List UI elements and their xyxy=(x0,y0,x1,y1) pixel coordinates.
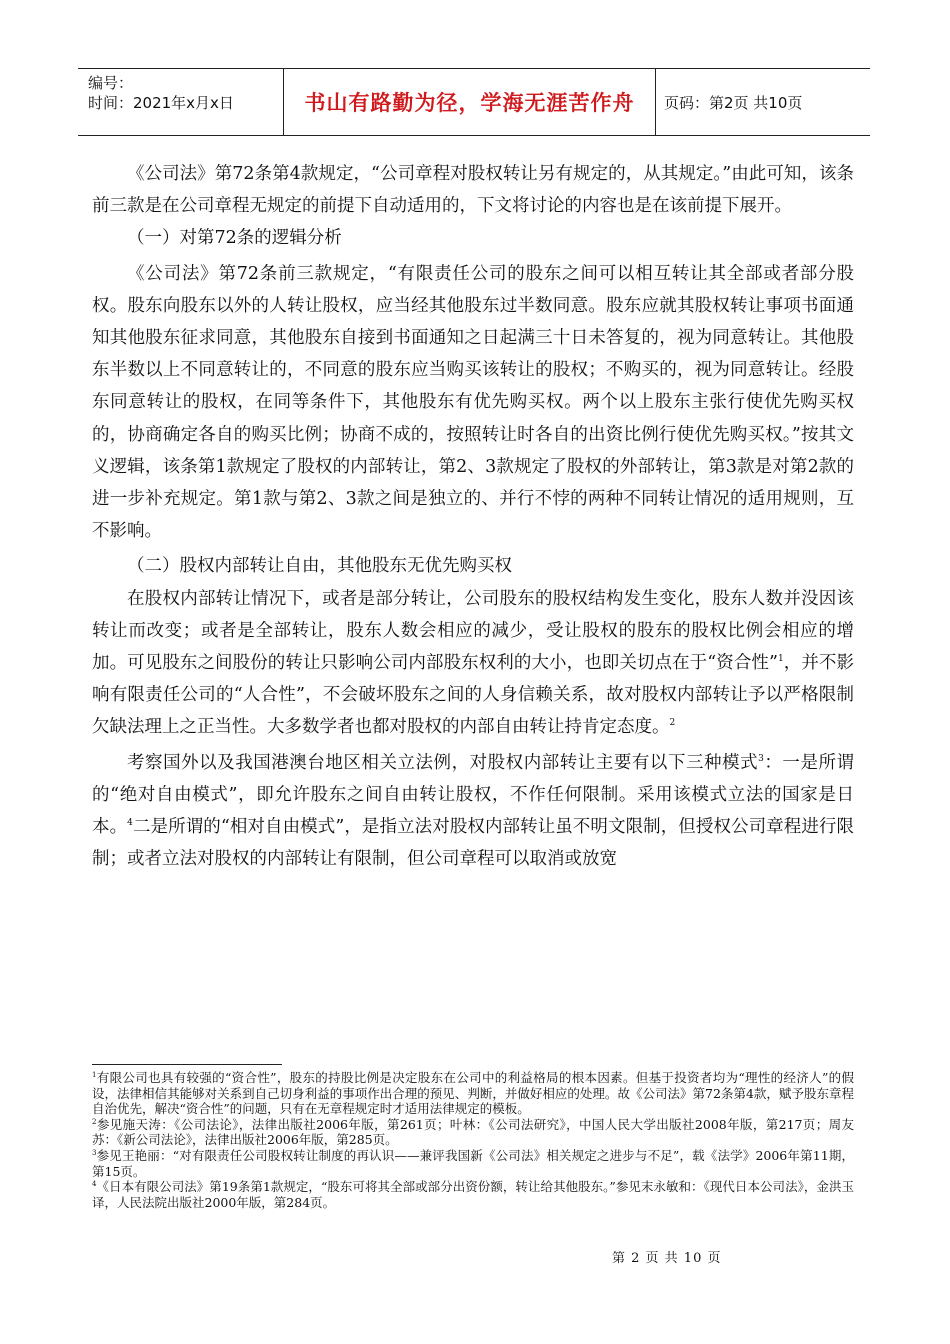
footnote-item xyxy=(92,1070,854,1117)
footnotes xyxy=(92,1070,854,1210)
paragraph-comparative-law xyxy=(92,747,854,876)
footnote-number: 4 xyxy=(92,1180,97,1188)
footnote-text: 有限公司也具有较强的“资合性”，股东的持股比例是决定股东在公司中的利益格局的根本因素。但基于投资者均为“理性的经济人”的假设，法律相信其能够对关系到自己切身利益的事项作出合理的预见、判断，并做好相应的处理。故《公司法》第72条第4款，赋予股东章程自治优先，解决“资合性”的问题，只有在无章程规定时才适用法律规定的模板。 xyxy=(92,1070,854,1117)
footnote-number: 3 xyxy=(92,1148,97,1157)
paragraph-internal-transfer xyxy=(92,583,854,744)
footnote-ref-3[interactable]: 3 xyxy=(758,753,764,764)
page-number: 第 2 页 共 10 页 xyxy=(612,1251,722,1266)
footnote-divider xyxy=(92,1064,282,1065)
section-heading-1: （一）对第72条的逻辑分析 xyxy=(127,228,342,249)
text-run: ，并不影响有限责任公司的“人合性”，不会破坏股东之间的人身信赖关系，故对股权内部转让予以严格限制欠缺法理上之正当性。大多数学者也都对股权的内部自由转让持肯定态度。 xyxy=(92,653,855,738)
section-heading-2: （二）股权内部转让自由，其他股东无优先购买权 xyxy=(127,556,512,577)
footnote-ref-2[interactable]: 2 xyxy=(669,718,676,729)
footnote-item xyxy=(92,1117,854,1148)
footnote-ref-4[interactable]: 4 xyxy=(127,818,133,829)
text-run: 在股权内部转让情况下，或者是部分转让，公司股东的股权结构发生变化，股东人数并没因该转让而改变；或者是全部转让，股东人数会相应的减少，受让股权的股东的股权比例会相应的增加。可见股东之间股份的转让只影响公司内部股东权利的大小，也即关切点在于“资合性” xyxy=(92,588,854,674)
footnote-number: 1 xyxy=(92,1070,97,1079)
time-label: 时间：2021年x月x日 xyxy=(88,94,234,112)
footnote-text: 参见施天涛：《公司法论》，法律出版社2006年版，第261页；叶林：《公司法研究》，中国人民大学出版社2008年版，第217页；周友苏：《新公司法论》，法律出版社2006年版，第285页。 xyxy=(92,1116,854,1148)
number-label: 编号： xyxy=(88,74,134,92)
text-run: 考察国外以及我国港澳台地区相关立法例，对股权内部转让主要有以下三种模式 xyxy=(127,752,759,773)
footnote-number: 2 xyxy=(92,1117,97,1126)
paragraph-article-72: 《公司法》第72条前三款规定，“有限责任公司的股东之间可以相互转让其全部或者部分股权。股东向股东以外的人转让股权，应当经其他股东过半数同意。股东应就其股权转让事项书面通知其他股东征求同意，其他股东自接到书面通知之日起满三十日未答复的，视为同意转让。其他股东半数以上不同意转让的，不同意的股东应当购买该转让的股权；不购买的，视为同意转让。经股东同意转让的股权，在同等条件下，其他股东有优先购买权。两个以上股东主张行使优先购买权的，协商确定各自的购买比例；协商不成的，按照转让时各自的出资比例行使优先购买权。”按其文义逻辑，该条第1款规定了股权的内部转让，第2、3款规定了股权的外部转让，第3款是对第2款的进一步补充规定。第1款与第2、3款之间是独立的、并行不悖的两种不同转让情况的适用规则，互不影响。 xyxy=(92,263,854,542)
paragraph-intro: 《公司法》第72条第4款规定，“公司章程对股权转让另有规定的，从其规定。”由此可知，该条前三款是在公司章程无规定的前提下自动适用的，下文将讨论的内容也是在该前提下展开。 xyxy=(92,164,854,217)
footnote-item xyxy=(92,1148,854,1179)
header-motto: 书山有路勤为径，学海无涯苦作舟 xyxy=(284,69,656,135)
document-body xyxy=(92,158,854,875)
header-page-label: 页码：第2页 共10页 xyxy=(664,93,803,112)
text-run: ：一是所谓的“绝对自由模式”，即允许股东之间自由转让股权，不作任何限制。采用该模式立法的国家是日本。 xyxy=(92,752,855,838)
footnote-ref-1[interactable]: 1 xyxy=(777,654,784,665)
footnote-item xyxy=(92,1179,854,1210)
page-header xyxy=(78,68,870,136)
footnote-text: 《日本有限公司法》第19条第1款规定，“股东可将其全部或部分出资份额，转让给其他股东。”参见末永敏和：《现代日本公司法》，金洪玉译，人民法院出版社2000年版，第284页。 xyxy=(92,1179,854,1210)
footnote-text: 参见王艳丽：“对有限责任公司股权转让制度的再认识——兼评我国新《公司法》相关规定之进步与不足”，载《法学》2006年第11期，第15页。 xyxy=(92,1147,854,1179)
header-meta xyxy=(78,69,284,135)
text-run: 二是所谓的“相对自由模式”，是指立法对股权内部转让虽不明文限制，但授权公司章程进行限制；或者立法对股权的内部转让有限制，但公司章程可以取消或放宽 xyxy=(92,817,855,870)
